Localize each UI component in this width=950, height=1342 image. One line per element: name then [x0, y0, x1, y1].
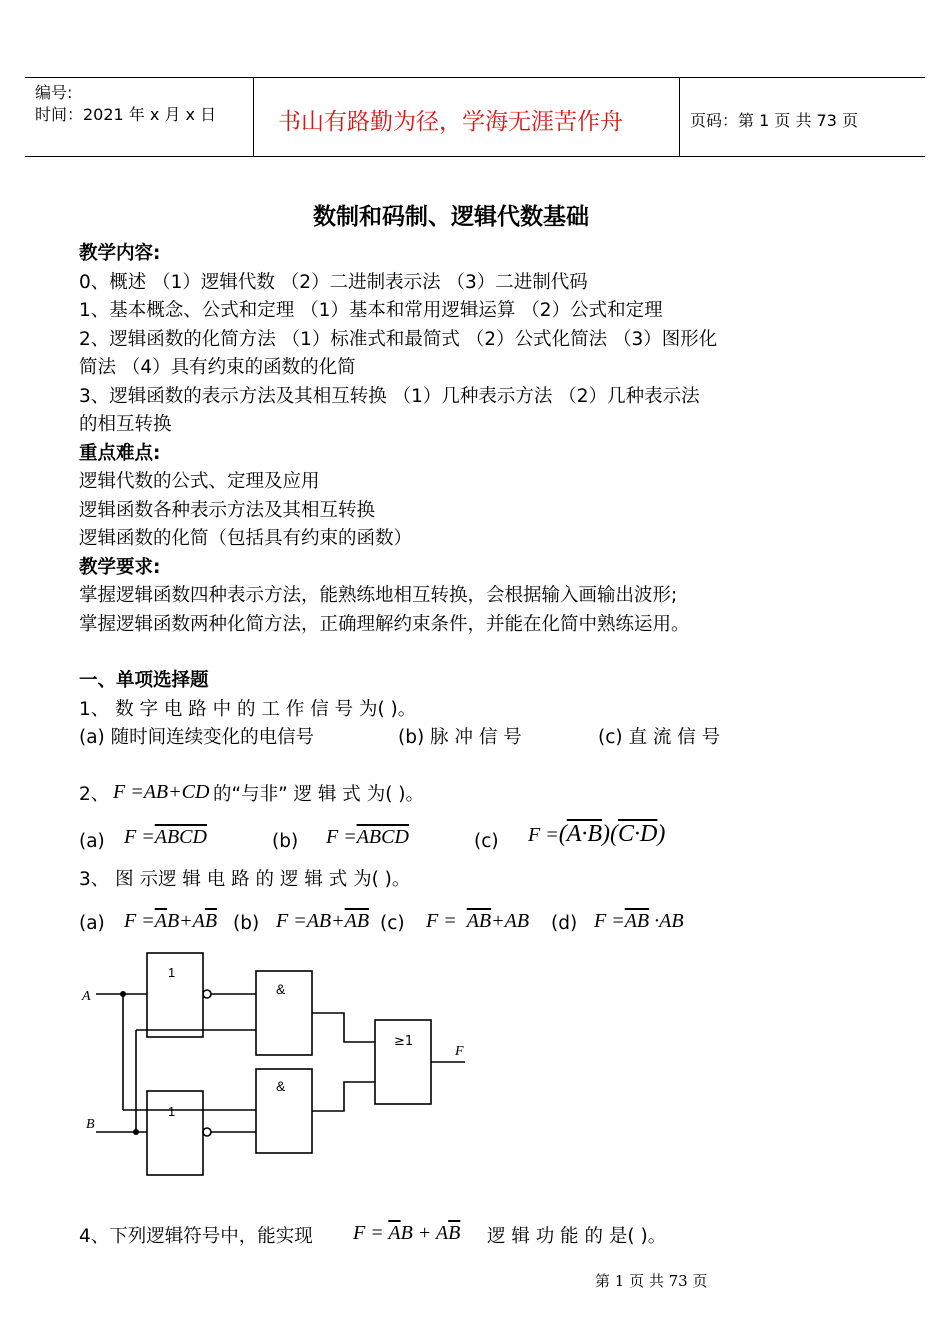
q4-formula: $F = \overline{A}B + A\overline{B}$	[353, 1222, 461, 1244]
page-footer: 第 1 页 共 73 页	[595, 1272, 708, 1290]
q3-stem: 3、 图 示逻 辑 电 路 的 逻 辑 式 为( )。	[79, 869, 411, 890]
q3-option-d-label: (d)	[551, 913, 578, 934]
q2-prefix: 2、	[79, 784, 110, 805]
not-gate-a-label: 1	[168, 965, 176, 980]
input-b-label: B	[86, 1117, 95, 1132]
content-line: 的相互转换	[79, 414, 172, 435]
q1-option-a: (a) 随时间连续变化的电信号	[79, 727, 315, 748]
content-line: 3、逻辑函数的表示方法及其相互转换 （1）几种表示方法 （2）几种表示法	[79, 385, 700, 407]
page-info: 页码：第 1 页 共 73 页	[690, 111, 858, 130]
and-gate-bottom-label: &	[276, 1078, 286, 1094]
content-heading: 教学内容:	[79, 243, 161, 264]
content-section	[79, 240, 717, 639]
q2-formula: F =AB+CD	[113, 781, 210, 803]
key-line: 逻辑函数各种表示方法及其相互转换	[79, 499, 376, 521]
input-a-label: A	[82, 989, 91, 1004]
q3-option-b-formula: $F =AB+\overline{A}\overline{B}$	[276, 910, 370, 932]
motto: 书山有路勤为径，学海无涯苦作舟	[278, 109, 623, 135]
q2-option-a-label: (a)	[79, 831, 105, 852]
q1-option-b: (b) 脉 冲 信 号	[398, 727, 522, 748]
q2-option-b-formula: F =ABCD	[326, 826, 409, 848]
header-divider	[253, 77, 254, 156]
req-heading: 教学要求:	[79, 556, 161, 578]
q3-option-b-label: (b)	[233, 913, 260, 934]
q3-option-c-label: (c)	[380, 913, 405, 934]
q3-option-d-formula: $F =\overline{AB} \cdot AB$	[594, 910, 684, 932]
q1-stem: 1、 数 字 电 路 中 的 工 作 信 号 为( )。	[79, 699, 417, 720]
q3-option-c-formula: $F = \overline{AB}+AB$	[426, 910, 530, 932]
key-line: 逻辑代数的公式、定理及应用	[79, 471, 320, 492]
req-line: 掌握逻辑函数两种化简方法，正确理解约束条件，并能在化简中熟练运用。	[79, 613, 690, 635]
q3-option-a-formula: $F =\overline{A}B+A\overline{B}$	[124, 910, 218, 932]
q2-option-c-label: (c)	[474, 831, 499, 852]
q4-stem: 4、下列逻辑符号中，能实现	[79, 1226, 313, 1247]
output-f-label: F	[455, 1044, 464, 1059]
q1-option-c: (c) 直 流 信 号	[598, 727, 721, 748]
page-title: 数制和码制、逻辑代数基础	[313, 204, 589, 230]
or-gate-label: ≥1	[394, 1034, 414, 1049]
not-gate-b-label: 1	[168, 1104, 176, 1119]
q2-suffix: 的“与非” 逻 辑 式 为( )。	[213, 784, 425, 805]
content-line: 简法 （4）具有约束的函数的化简	[79, 357, 356, 378]
key-line: 逻辑函数的化简（包括具有约束的函数）	[79, 528, 413, 549]
content-line: 0、概述 （1）逻辑代数 （2）二进制表示法 （3）二进制代码	[79, 271, 588, 293]
time-label: 时间：2021 年 x 月 x 日	[35, 105, 217, 124]
question-section-heading: 一、单项选择题	[79, 670, 209, 691]
q3-option-a-label: (a)	[79, 913, 105, 934]
q2-option-a-formula: F =ABCD	[124, 826, 207, 848]
q2-option-b-label: (b)	[272, 831, 299, 852]
content-line: 2、逻辑函数的化简方法 （1）标准式和最简式 （2）公式化简法 （3）图形化	[79, 328, 718, 350]
content-line: 1、基本概念、公式和定理 （1）基本和常用逻辑运算 （2）公式和定理	[79, 300, 663, 321]
q4-suffix: 逻 辑 功 能 的 是( )。	[487, 1226, 667, 1247]
key-heading: 重点难点:	[79, 442, 161, 464]
and-gate-top-label: &	[276, 981, 286, 997]
logic-circuit-diagram	[80, 945, 480, 1185]
q2-option-c-formula: F =(A·B)(C·D)	[528, 821, 666, 847]
header-divider	[679, 77, 680, 156]
req-line: 掌握逻辑函数四种表示方法，能熟练地相互转换，会根据输入画输出波形;	[79, 585, 678, 606]
or-gate	[375, 1020, 431, 1104]
code-label: 编号:	[35, 83, 73, 102]
